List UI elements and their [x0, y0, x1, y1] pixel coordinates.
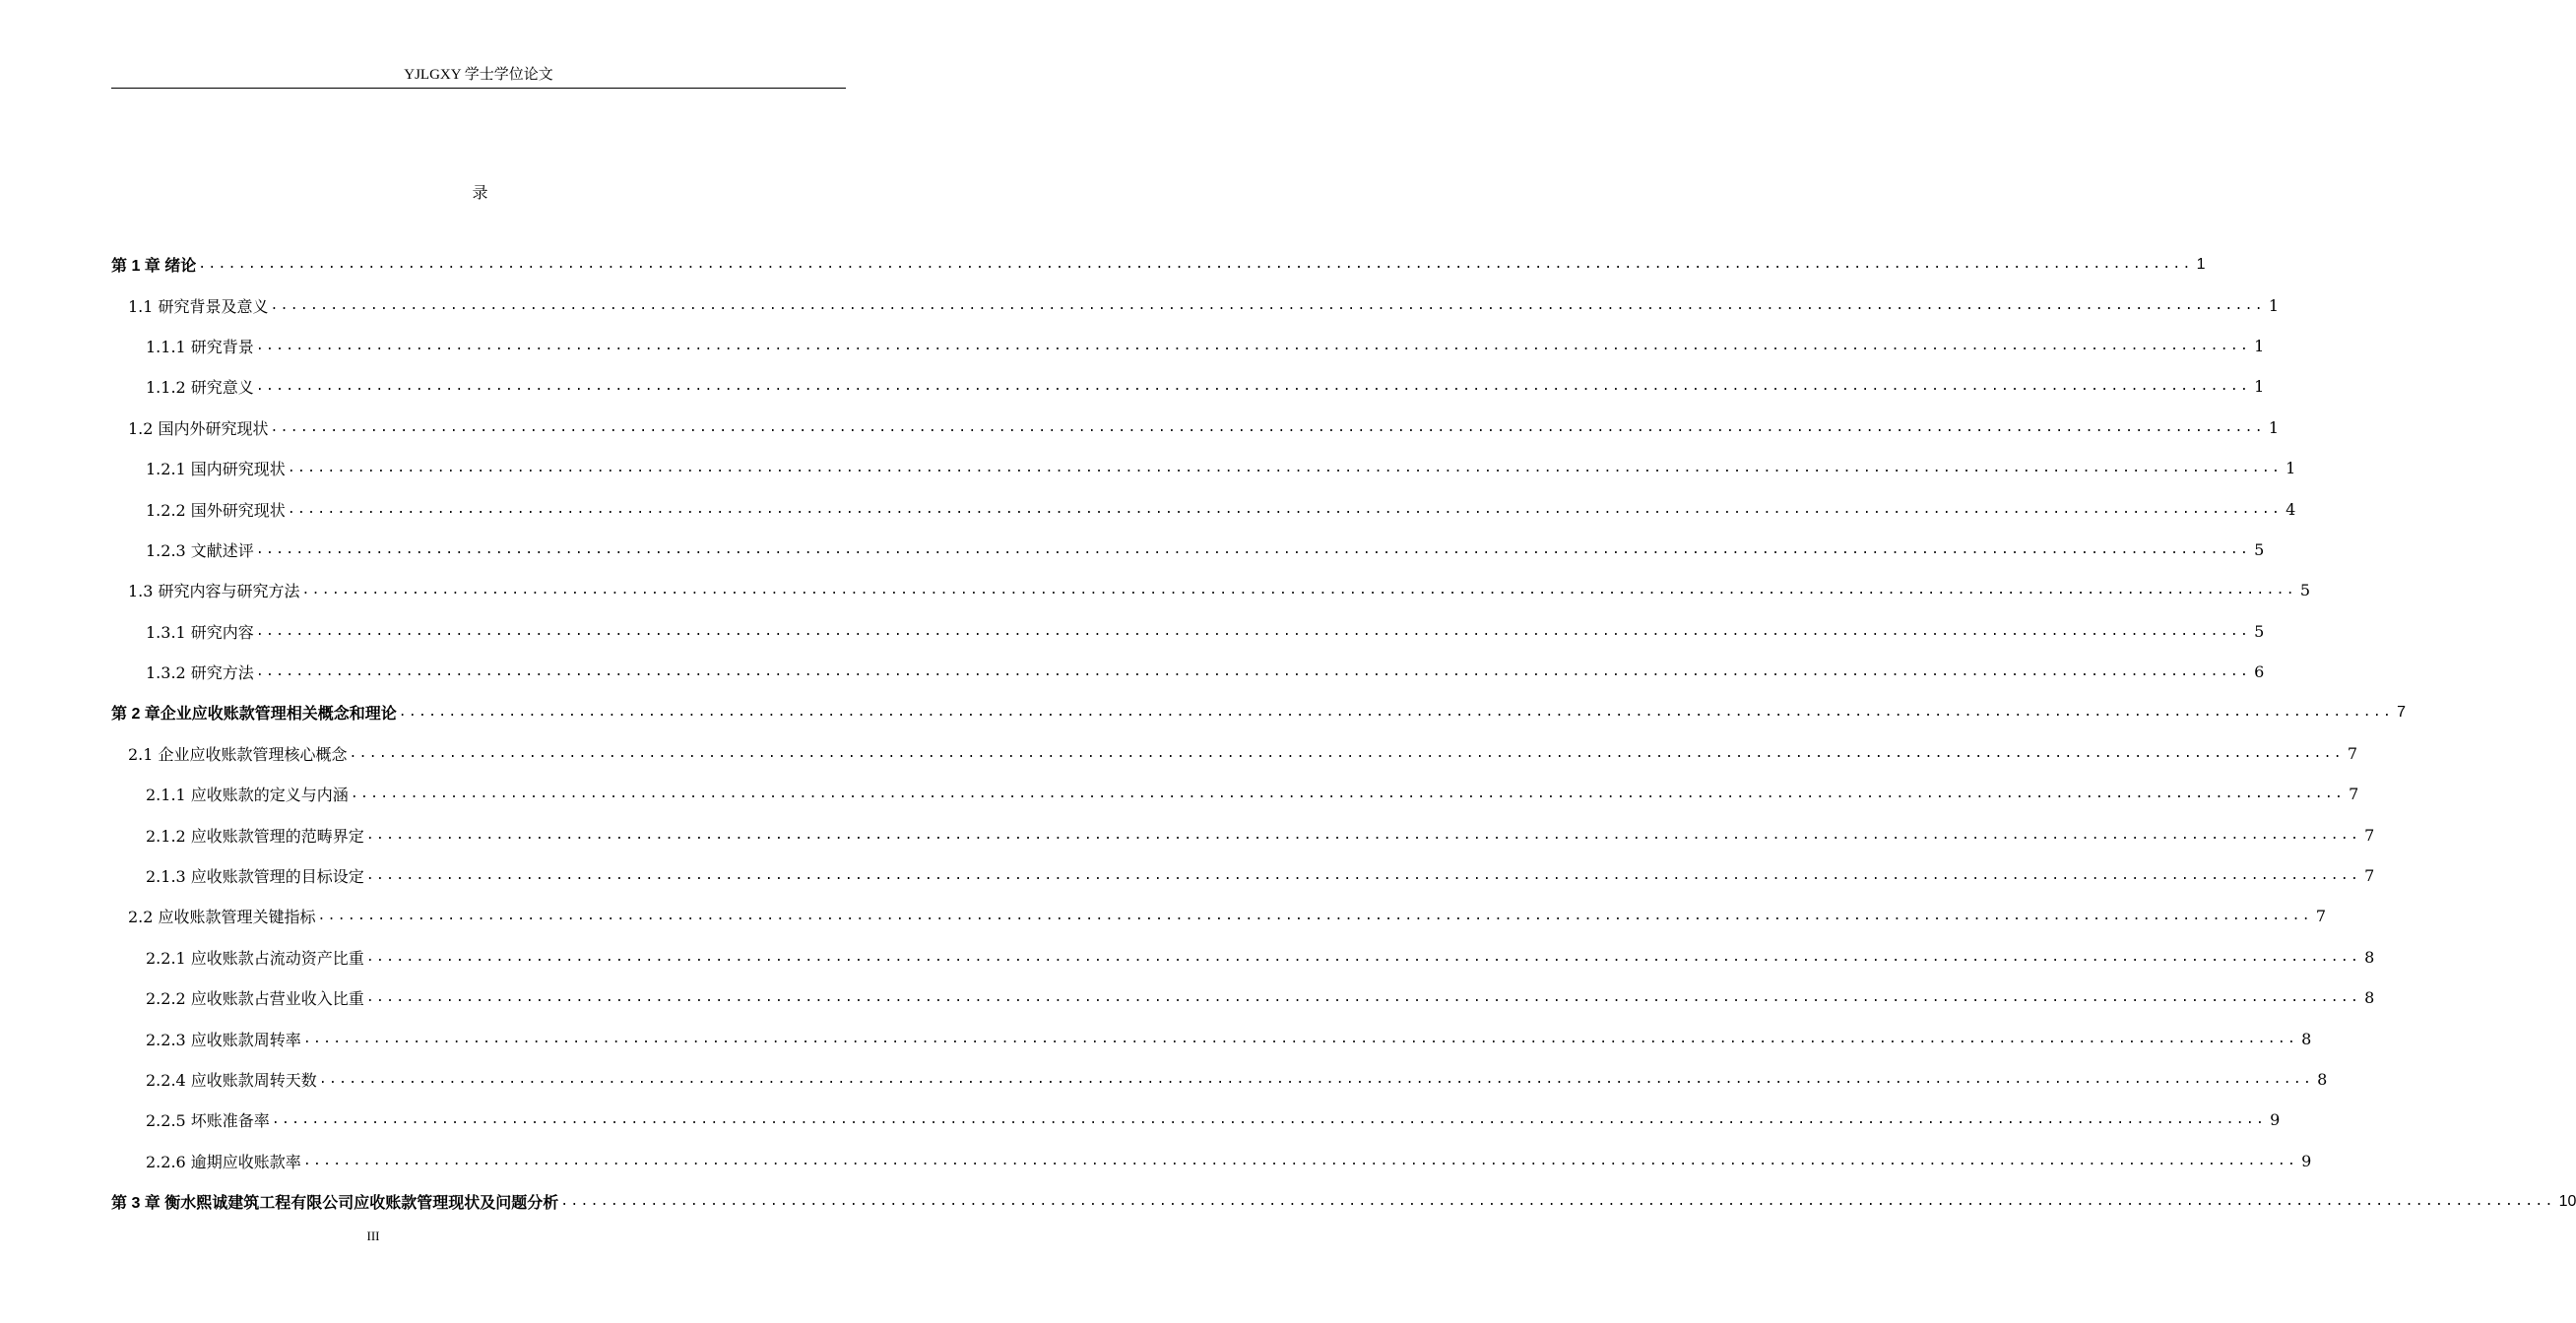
toc-entry-page: 1 [2196, 255, 2206, 273]
toc-entry-label: 2.1 企业应收账款管理核心概念 [128, 744, 348, 764]
toc-entry[interactable] [111, 244, 2206, 284]
toc-entry[interactable] [111, 408, 2280, 448]
table-of-contents [111, 244, 2576, 1222]
toc-entry-label: 1.1 研究背景及意义 [128, 296, 269, 316]
toc-dot-leader: ........................................................................................................................................................................................................ [398, 705, 2394, 721]
toc-entry-page: 7 [2315, 907, 2327, 926]
toc-entry-label: 1.3 研究内容与研究方法 [128, 582, 300, 601]
toc-entry-page: 8 [2364, 988, 2375, 1008]
toc-entry-label: 2.1.2 应收账款管理的范畴界定 [146, 826, 364, 846]
toc-entry[interactable] [111, 1018, 2312, 1058]
toc-dot-leader: ........................................................................................................................................................................................................ [365, 949, 2361, 965]
toc-dot-leader: ........................................................................................................................................................................................................ [365, 868, 2361, 884]
toc-dot-leader: ........................................................................................................................................................................................................ [365, 827, 2361, 843]
toc-dot-leader: ........................................................................................................................................................................................................ [287, 501, 2283, 517]
toc-entry-page: 6 [2254, 662, 2265, 682]
toc-entry-page: 4 [2286, 499, 2296, 519]
toc-dot-leader: ........................................................................................................................................................................................................ [302, 1031, 2298, 1046]
toc-dot-leader: ........................................................................................................................................................................................................ [255, 664, 2251, 680]
toc-entry-page: 7 [2364, 866, 2375, 886]
toc-dot-leader: ........................................................................................................................................................................................................ [365, 990, 2361, 1006]
toc-dot-leader: ........................................................................................................................................................................................................ [255, 379, 2251, 395]
toc-dot-leader: ........................................................................................................................................................................................................ [318, 1072, 2314, 1087]
toc-entry-page: 8 [2317, 1070, 2328, 1089]
toc-entry-label: 2.2.3 应收账款周转率 [146, 1030, 301, 1049]
toc-entry-page: 1 [2286, 459, 2296, 478]
toc-dot-leader: ........................................................................................................................................................................................................ [255, 338, 2251, 353]
toc-dot-leader: ........................................................................................................................................................................................................ [255, 623, 2251, 639]
toc-entry[interactable] [111, 448, 2296, 488]
toc-entry-page: 1 [2268, 417, 2280, 437]
toc-entry[interactable] [111, 1100, 2281, 1140]
toc-entry-page: 1 [2254, 377, 2265, 397]
toc-entry-label: 2.2.2 应收账款占营业收入比重 [146, 989, 364, 1009]
toc-entry[interactable] [111, 733, 2358, 774]
toc-dot-leader: ........................................................................................................................................................................................................ [198, 257, 2193, 273]
toc-entry-label: 2.1.3 应收账款管理的目标设定 [146, 867, 364, 887]
toc-entry-label: 第 2 章企业应收账款管理相关概念和理论 [111, 706, 397, 724]
toc-entry[interactable] [111, 977, 2375, 1018]
toc-entry-page: 5 [2254, 621, 2265, 641]
toc-dot-leader: ........................................................................................................................................................................................................ [317, 909, 2312, 924]
toc-entry[interactable] [111, 530, 2265, 570]
toc-title: 录 [472, 183, 488, 202]
toc-entry-page: 8 [2364, 947, 2375, 967]
toc-entry-label: 2.1.1 应收账款的定义与内涵 [146, 786, 349, 805]
toc-dot-leader: ........................................................................................................................................................................................................ [271, 1112, 2267, 1128]
toc-entry[interactable] [111, 937, 2375, 977]
toc-entry-page: 5 [2254, 539, 2265, 559]
toc-dot-leader: ........................................................................................................................................................................................................ [270, 419, 2265, 435]
toc-dot-leader: ........................................................................................................................................................................................................ [350, 787, 2346, 802]
toc-entry-label: 1.1.2 研究意义 [146, 378, 254, 398]
toc-entry-page: 9 [2301, 1151, 2312, 1170]
toc-entry[interactable] [111, 1059, 2328, 1100]
toc-dot-leader: ........................................................................................................................................................................................................ [349, 745, 2344, 761]
toc-entry-label: 1.2.3 文献述评 [146, 540, 254, 560]
toc-entry-label: 2.2.6 逾期应收账款率 [146, 1152, 301, 1171]
toc-dot-leader: ........................................................................................................................................................................................................ [270, 297, 2265, 313]
toc-entry[interactable] [111, 1141, 2312, 1181]
toc-entry-label: 第 3 章 衡水熙诚建筑工程有限公司应收账款管理现状及问题分析 [111, 1195, 559, 1213]
toc-entry[interactable] [111, 652, 2265, 692]
toc-entry[interactable] [111, 488, 2296, 529]
toc-entry[interactable] [111, 896, 2327, 936]
toc-entry-label: 1.2.1 国内研究现状 [146, 460, 286, 479]
toc-entry-page: 7 [2397, 703, 2407, 721]
toc-entry-label: 1.3.1 研究内容 [146, 622, 254, 642]
toc-entry-page: 7 [2364, 825, 2375, 845]
toc-entry-page: 5 [2299, 581, 2311, 600]
toc-dot-leader: ........................................................................................................................................................................................................ [560, 1194, 2555, 1210]
toc-entry-label: 2.2.1 应收账款占流动资产比重 [146, 948, 364, 968]
toc-entry-label: 第 1 章 绪论 [111, 258, 197, 276]
page-header: YJLGXY 学士学位论文 [404, 67, 553, 83]
toc-entry[interactable] [111, 774, 2359, 814]
toc-dot-leader: ........................................................................................................................................................................................................ [287, 461, 2283, 476]
toc-entry-page: 9 [2270, 1110, 2281, 1130]
toc-entry-page: 7 [2347, 743, 2358, 763]
toc-entry-page: 1 [2268, 295, 2280, 315]
toc-dot-leader: ........................................................................................................................................................................................................ [255, 541, 2251, 557]
toc-entry[interactable] [111, 611, 2265, 652]
toc-entry-page: 8 [2301, 1029, 2312, 1048]
toc-entry[interactable] [111, 366, 2265, 407]
toc-entry[interactable] [111, 855, 2375, 896]
toc-dot-leader: ........................................................................................................................................................................................................ [301, 583, 2296, 598]
toc-entry[interactable] [111, 284, 2280, 325]
toc-entry-label: 2.2 应收账款管理关键指标 [128, 908, 316, 927]
toc-entry-label: 1.3.2 研究方法 [146, 663, 254, 683]
toc-entry-label: 1.2.2 国外研究现状 [146, 500, 286, 520]
toc-entry[interactable] [111, 1181, 2576, 1222]
toc-entry[interactable] [111, 570, 2311, 610]
toc-entry[interactable] [111, 326, 2265, 366]
toc-entry-label: 2.2.4 应收账款周转天数 [146, 1071, 317, 1090]
page-number: III [366, 1228, 380, 1243]
toc-entry-label: 1.2 国内外研究现状 [128, 418, 269, 438]
toc-entry-page: 1 [2254, 336, 2265, 355]
toc-entry-page: 7 [2349, 785, 2359, 804]
toc-entry[interactable] [111, 692, 2407, 732]
header-rule [111, 88, 846, 89]
toc-entry-label: 1.1.1 研究背景 [146, 337, 254, 356]
toc-dot-leader: ........................................................................................................................................................................................................ [302, 1153, 2298, 1168]
toc-entry-label: 2.2.5 坏账准备率 [146, 1111, 270, 1131]
toc-entry-page: 10 [2558, 1192, 2576, 1210]
toc-entry[interactable] [111, 814, 2375, 854]
